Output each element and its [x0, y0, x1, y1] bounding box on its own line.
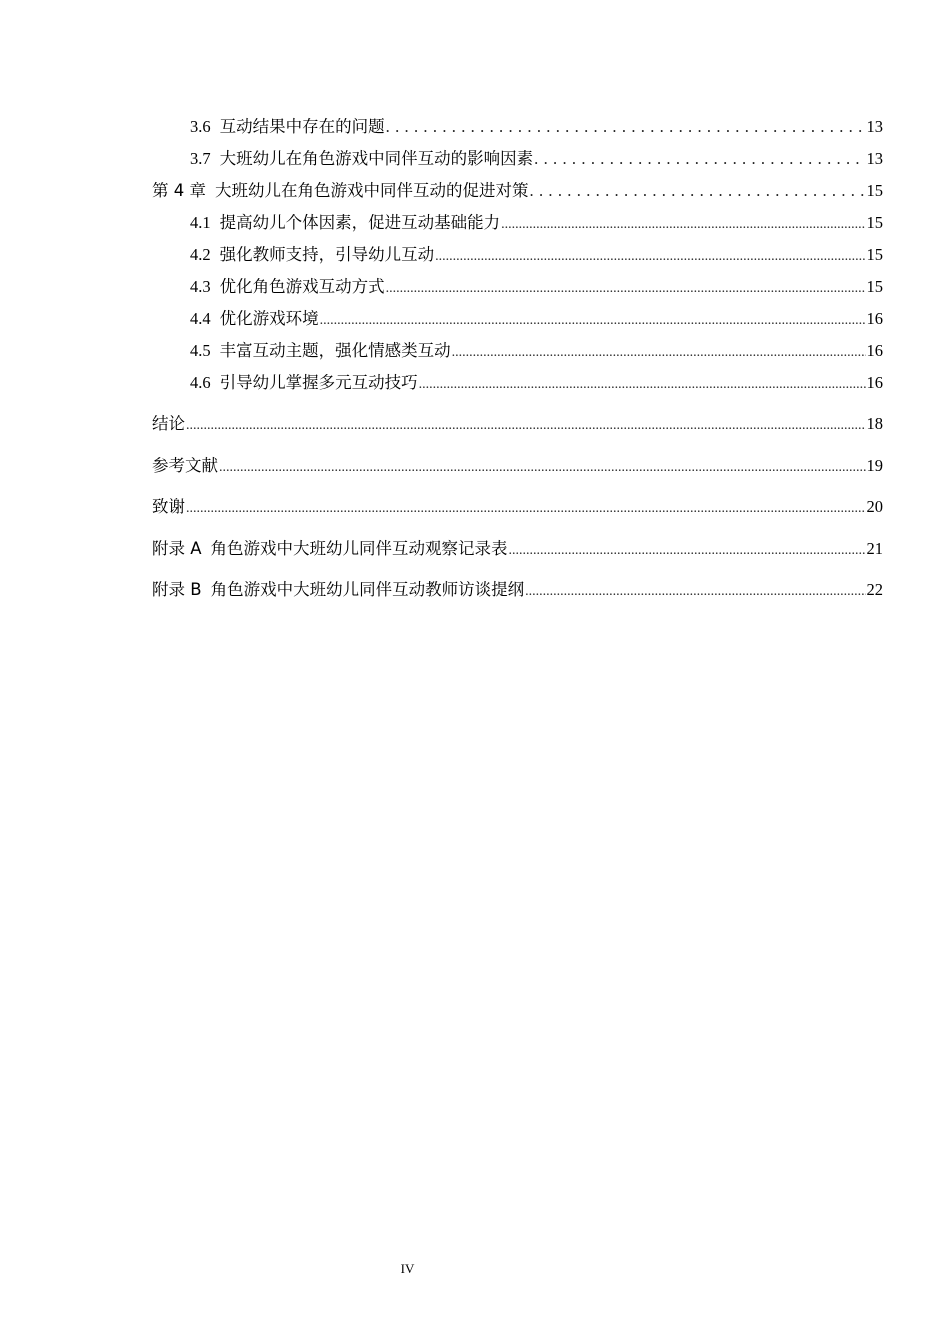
toc-entry-title: 角色游戏中大班幼儿同伴互动教师访谈提纲: [210, 580, 525, 599]
toc-entry-chapter-4[interactable]: [152, 180, 883, 212]
toc-entry-title: 提高幼儿个体因素，促进互动基础能力: [219, 213, 501, 232]
table-of-contents: [152, 116, 883, 621]
toc-dot-leader: [534, 148, 865, 169]
toc-entry-acknowledgements[interactable]: [152, 496, 883, 538]
toc-dot-leader: [386, 276, 866, 299]
toc-entry-appendix-b[interactable]: [152, 579, 883, 621]
toc-dot-leader: [320, 308, 866, 331]
toc-entry-page: 13: [866, 117, 883, 136]
toc-entry-page: 20: [866, 497, 883, 516]
toc-entry-number: 4.4: [190, 309, 211, 328]
page-number: IV: [400, 1261, 415, 1276]
toc-entry-page: 15: [866, 181, 883, 200]
toc-dot-leader: [509, 538, 866, 561]
toc-entry-title: 大班幼儿在角色游戏中同伴互动的影响因素: [219, 149, 534, 168]
toc-entry-page: 18: [866, 414, 883, 433]
toc-entry-4-3[interactable]: [152, 276, 883, 308]
toc-entry-number: 4.1: [190, 213, 211, 232]
toc-entry-number: 3.6: [190, 117, 211, 136]
toc-entry-number: 4.6: [190, 373, 211, 392]
toc-entry-title: 参考文献: [152, 455, 218, 475]
toc-entry-4-4[interactable]: [152, 308, 883, 340]
toc-entry-title: 引导幼儿掌握多元互动技巧: [219, 373, 418, 392]
toc-entry-number: 4.3: [190, 277, 211, 296]
toc-entry-page: 15: [866, 277, 883, 296]
toc-dot-leader: [386, 116, 866, 137]
toc-dot-leader: [435, 244, 865, 267]
toc-entry-number: 附录 B: [152, 580, 202, 599]
toc-entry-conclusion[interactable]: [152, 413, 883, 455]
toc-entry-number: 4.5: [190, 341, 211, 360]
toc-entry-title: 大班幼儿在角色游戏中同伴互动的促进对策: [215, 181, 529, 200]
toc-entry-number: 附录 A: [152, 538, 202, 558]
toc-entry-page: 16: [866, 341, 883, 360]
toc-entry-page: 13: [866, 149, 883, 168]
toc-entry-title: 丰富互动主题，强化情感类互动: [219, 341, 451, 360]
toc-entry-page: 16: [866, 373, 883, 392]
toc-entry-page: 15: [866, 213, 883, 232]
toc-entry-number: 3.7: [190, 149, 211, 168]
toc-entry-4-1[interactable]: [152, 212, 883, 244]
toc-entry-page: 22: [866, 580, 883, 599]
toc-dot-leader: [419, 372, 866, 395]
toc-entry-4-5[interactable]: [152, 340, 883, 372]
toc-dot-leader: [219, 455, 866, 478]
toc-entry-title: 优化游戏环境: [219, 309, 319, 328]
toc-dot-leader: [525, 579, 865, 602]
toc-entry-appendix-a[interactable]: [152, 538, 883, 580]
toc-entry-3-6[interactable]: [152, 116, 883, 148]
toc-entry-title: 优化角色游戏互动方式: [219, 277, 385, 296]
toc-entry-page: 21: [866, 538, 883, 558]
toc-entry-page: 19: [866, 455, 883, 475]
toc-entry-title: 结论: [152, 414, 185, 433]
toc-entry-references[interactable]: [152, 455, 883, 497]
toc-dot-leader: [186, 413, 866, 436]
toc-entry-title: 角色游戏中大班幼儿同伴互动观察记录表: [210, 538, 508, 558]
toc-entry-4-6[interactable]: [152, 372, 883, 413]
toc-entry-page: 15: [866, 245, 883, 264]
toc-dot-leader: [530, 180, 866, 201]
toc-dot-leader: [452, 340, 866, 363]
toc-dot-leader: [186, 496, 866, 519]
toc-entry-title: 互动结果中存在的问题: [219, 117, 385, 136]
toc-entry-number: 4.2: [190, 245, 211, 264]
toc-entry-page: 16: [866, 309, 883, 328]
toc-entry-number: 第 4 章: [152, 181, 206, 200]
toc-entry-4-2[interactable]: [152, 244, 883, 276]
toc-entry-3-7[interactable]: [152, 148, 883, 180]
toc-entry-title: 强化教师支持，引导幼儿互动: [219, 245, 435, 264]
toc-dot-leader: [501, 212, 865, 235]
toc-entry-title: 致谢: [152, 497, 185, 516]
